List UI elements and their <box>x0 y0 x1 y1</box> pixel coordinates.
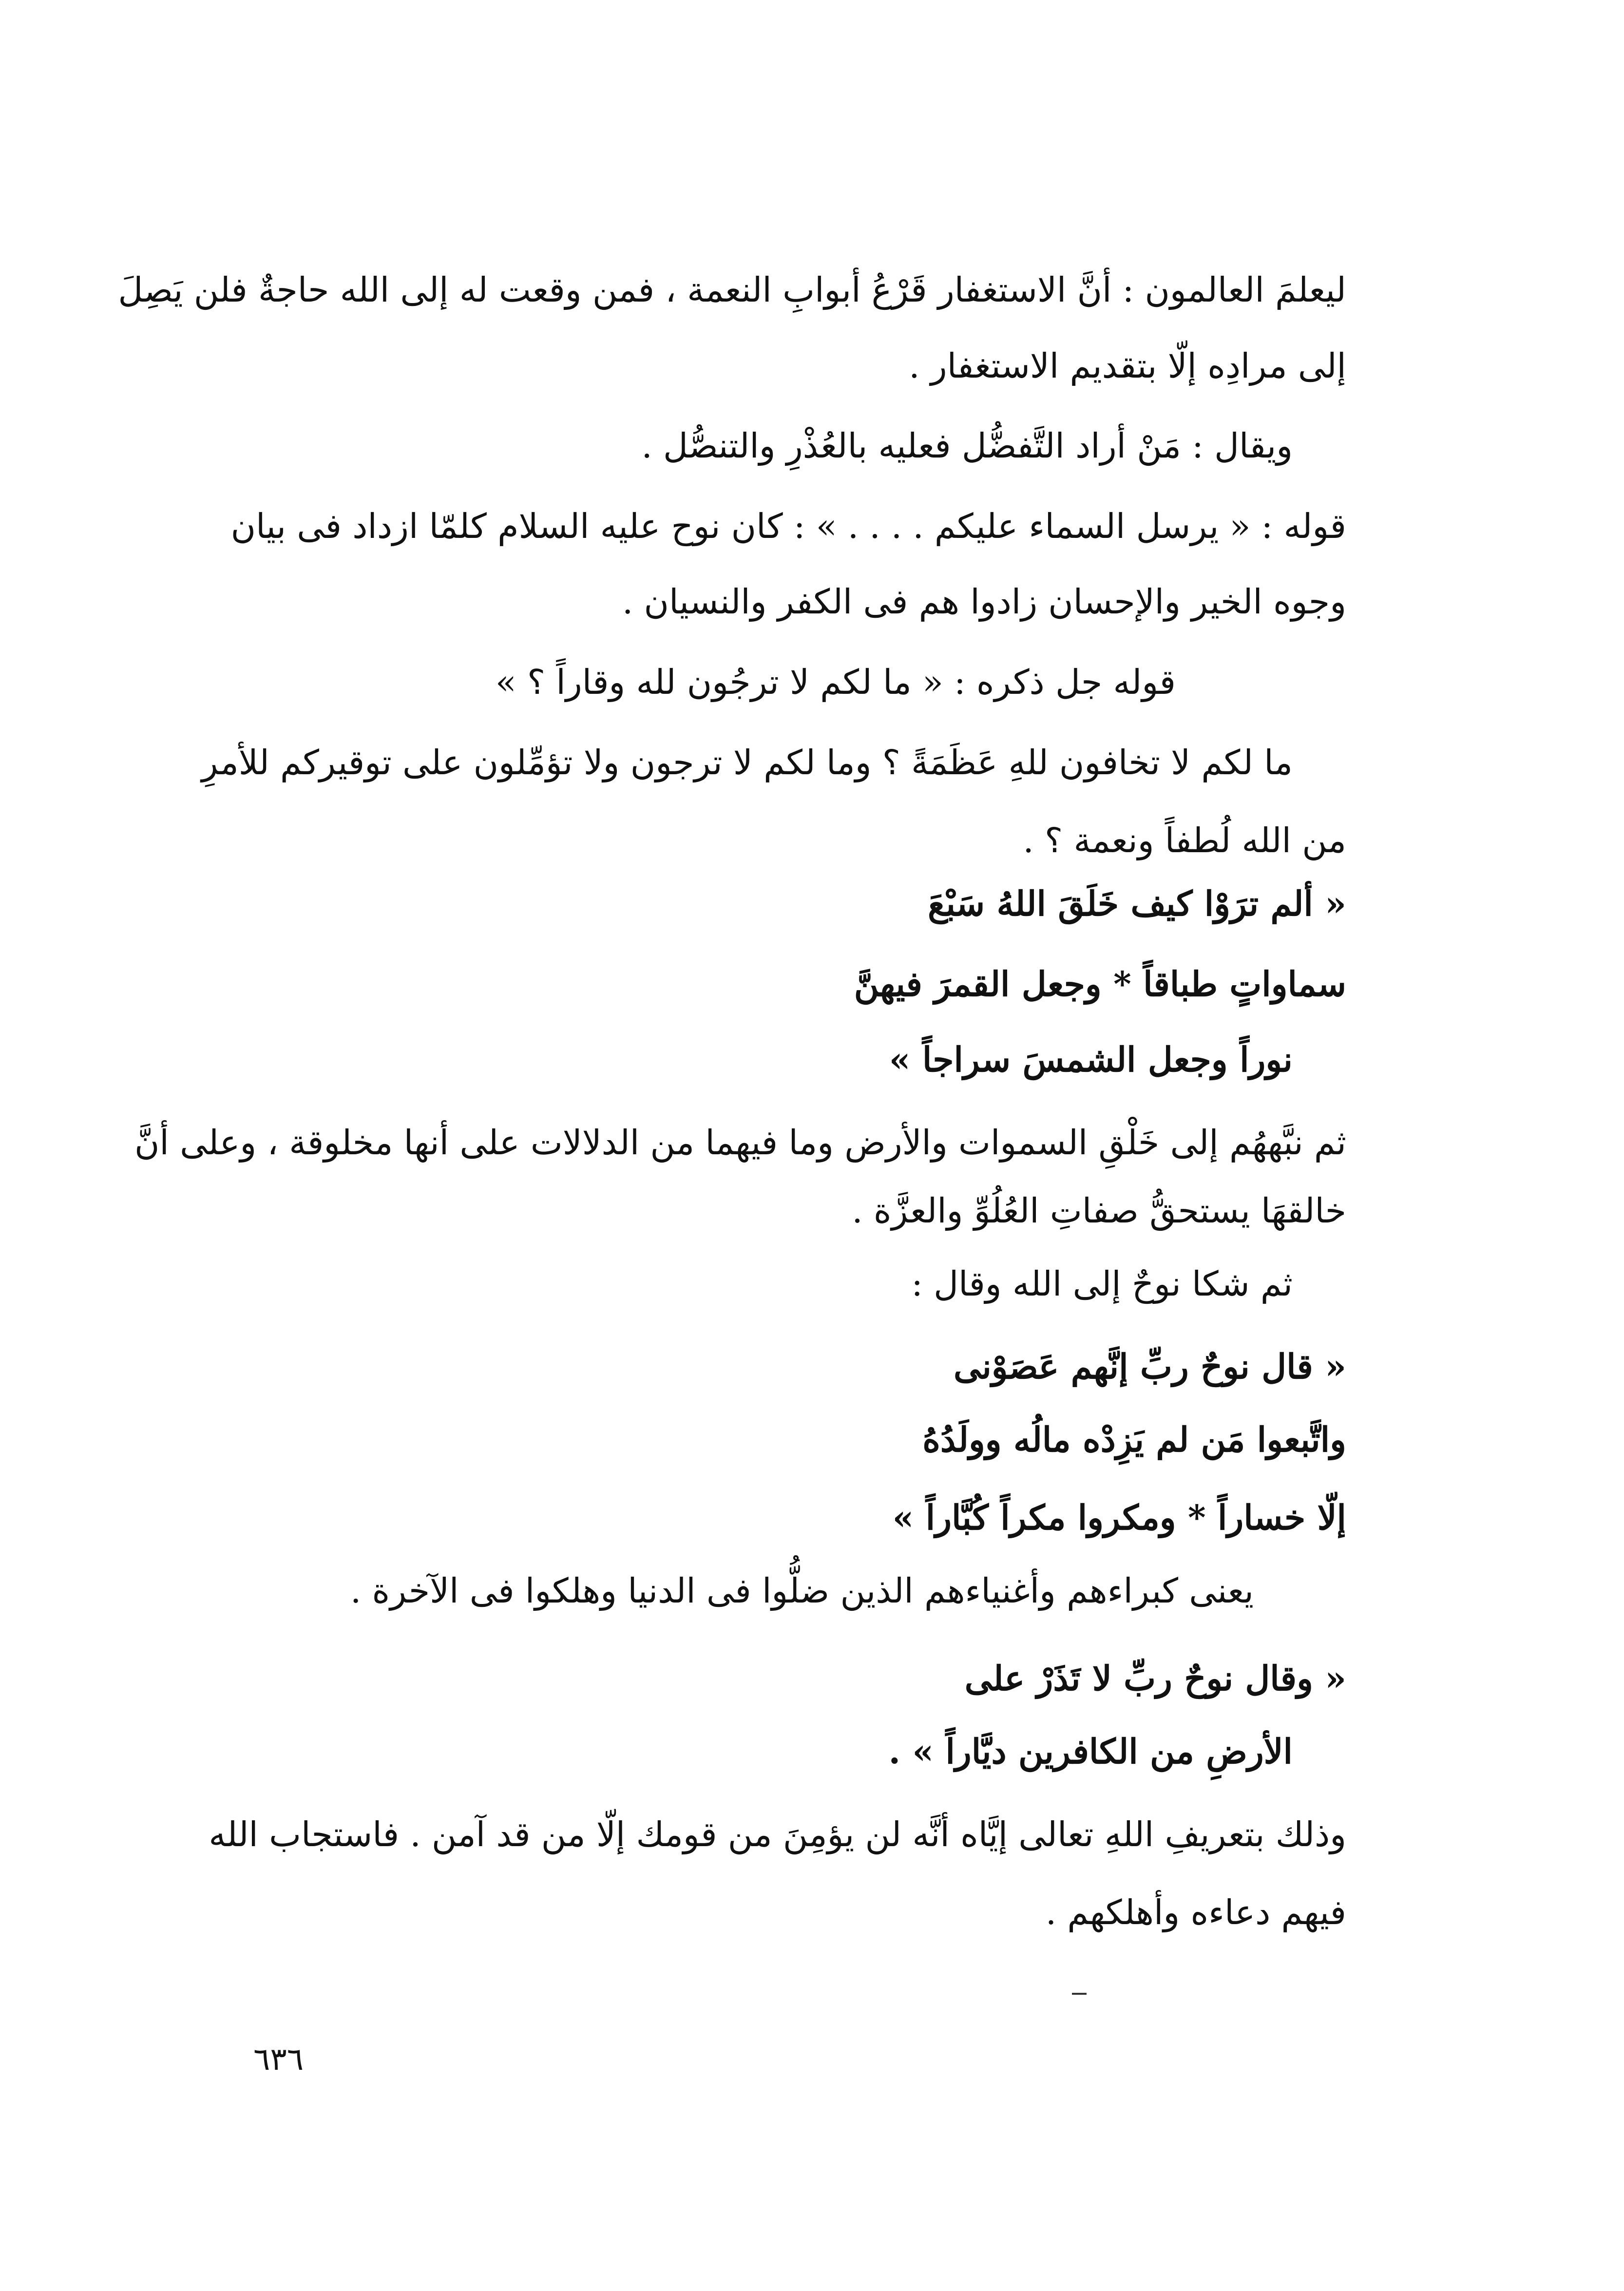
text-line-13: خالقهَا يستحقُّ صفاتِ العُلُوِّ والعزَّة . <box>852 1191 1346 1231</box>
text-line-21: وذلك بتعريفِ اللهِ تعالى إيَّاه أنَّه لن يؤمِنَ من قومك إلّا من قد آمن . فاستجاب الله <box>209 1814 1346 1854</box>
text-line-3: ويقال : مَنْ أراد التَّفضُّل فعليه بالعُذْرِ والتنصُّل . <box>641 426 1293 466</box>
text-line-2: إلى مرادِه إلّا بتقديم الاستغفار . <box>909 346 1346 386</box>
text-line-14: ثم شكا نوحٌ إلى الله وقال : <box>911 1264 1293 1304</box>
text-line-8: من الله لُطفاً ونعمة ؟ . <box>1023 821 1346 860</box>
verse-line-1: « ألم ترَوْا كيف خَلَقَ اللهُ سَبْعَ <box>928 883 1346 924</box>
text-line-18: يعنى كبراءهم وأغنياءهم الذين ضلُّوا فى الدنيا وهلكوا فى الآخرة . <box>350 1571 1254 1611</box>
verse-line-3: نوراً وجعل الشمسَ سراجاً » <box>889 1039 1293 1080</box>
text-line-5: وجوه الخير والإحسان زادوا هم فى الكفر والنسيان . <box>622 582 1346 622</box>
verse-line-4: « قال نوحٌ ربِّ إنَّهم عَصَوْنى <box>953 1346 1346 1387</box>
text-line-7: ما لكم لا تخافون للهِ عَظَمَةً ؟ وما لكم لا ترجون ولا تؤمِّلون على توقيركم للأمرِ <box>201 743 1293 783</box>
text-line-1: ليعلمَ العالمون : أنَّ الاستغفار قَرْعُ أبوابِ النعمة ، فمن وقعت له إلى الله حاجةٌ فلن يَصِلَ <box>118 270 1346 310</box>
verse-line-5: واتَّبعوا مَن لم يَزِدْه مالُه وولَدُهُ <box>922 1419 1346 1460</box>
verse-line-8: الأرضِ من الكافرين ديَّاراً » . <box>888 1731 1293 1772</box>
text-line-22: فيهم دعاءه وأهلكهم . <box>1045 1892 1346 1932</box>
quranic-heading: قوله جل ذكره : « ما لكم لا ترجُون لله وقاراً ؟ » <box>495 662 1176 702</box>
verse-line-7: « وقال نوحٌ ربِّ لا تَذَرْ على <box>964 1658 1346 1699</box>
verse-line-6: إلّا خساراً * ومكروا مكراً كُبَّاراً » <box>892 1497 1346 1538</box>
text-line-12: ثم نبَّههُم إلى خَلْقِ السموات والأرض وما فيهما من الدلالات على أنها مخلوقة ، وعلى أنَّ <box>134 1123 1346 1163</box>
verse-line-2: سماواتٍ طباقاً * وجعل القمرَ فيهنَّ <box>854 964 1346 1004</box>
page-number: ٦٣٦ <box>253 2042 304 2078</box>
small-dash-mark <box>1072 1993 1087 1995</box>
text-line-4: قوله : « يرسل السماء عليكم . . . . » : كان نوح عليه السلام كلمّا ازداد فى بيان <box>230 506 1346 546</box>
